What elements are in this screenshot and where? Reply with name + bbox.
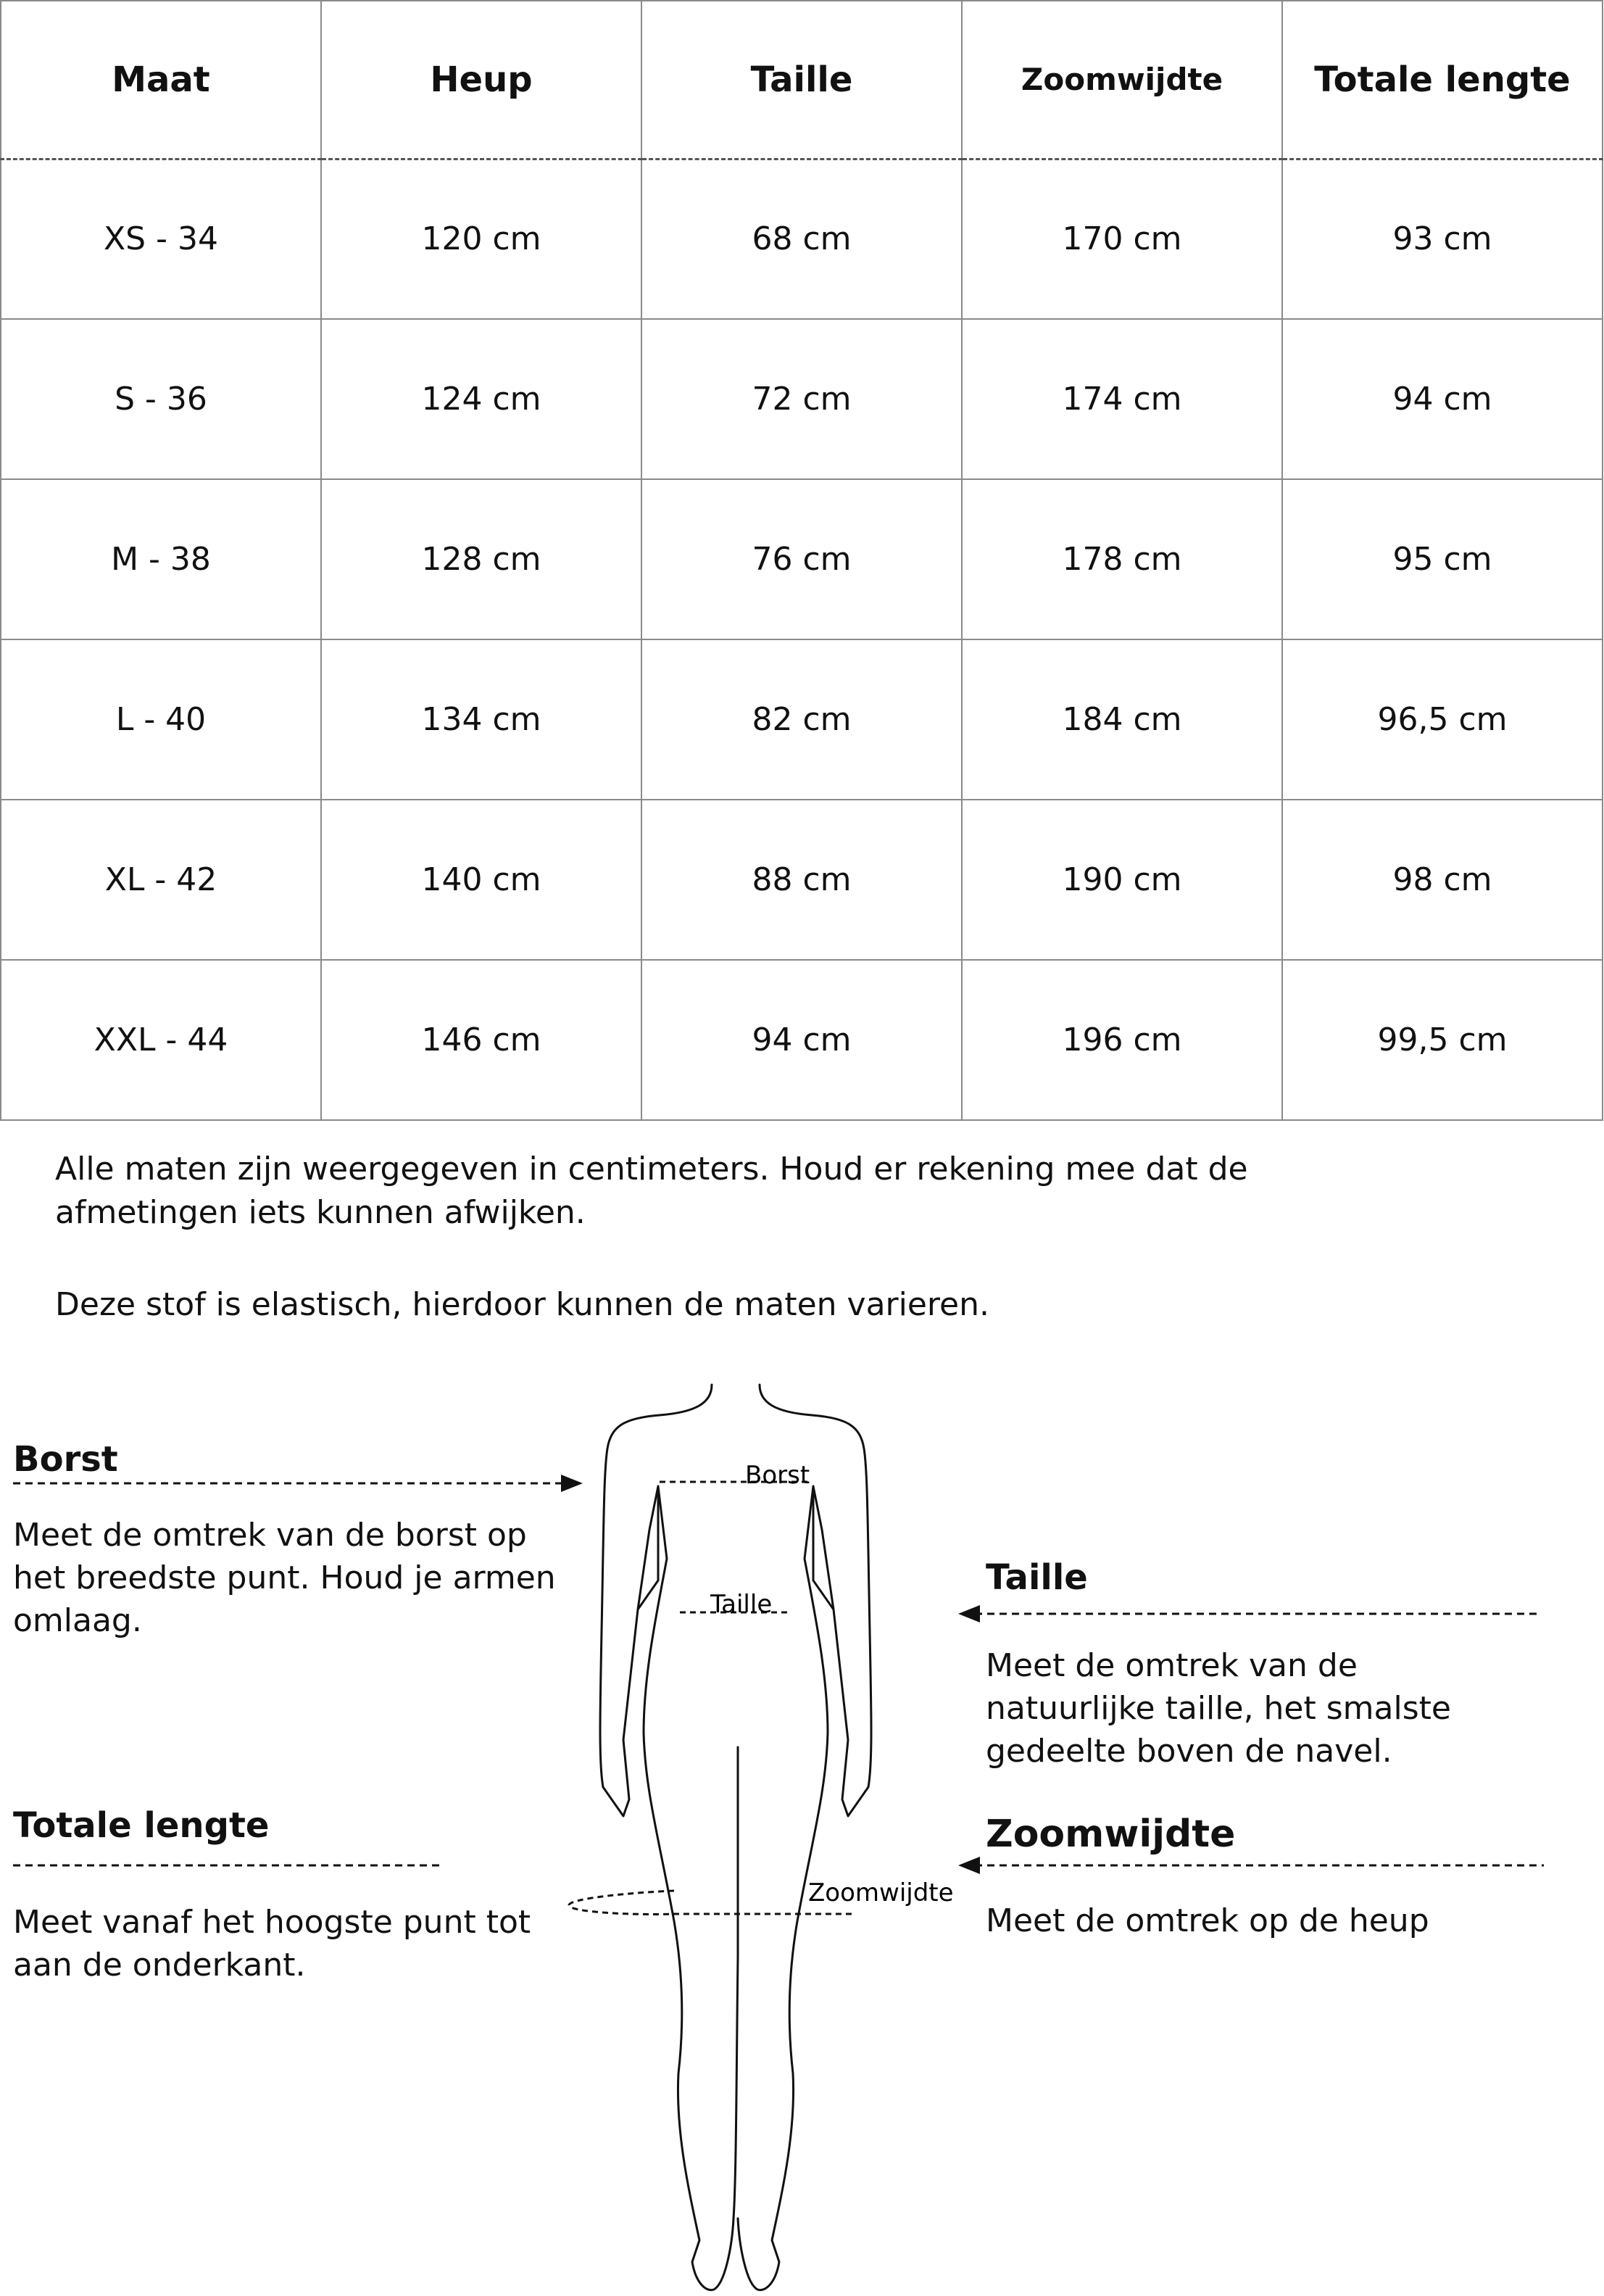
header-heup: Heup (321, 1, 641, 159)
cell-totale-lengte: 94 cm (1282, 319, 1603, 479)
cell-heup: 146 cm (321, 960, 641, 1120)
taille-title: Taille (986, 1557, 1088, 1598)
cell-zoomwijdte: 196 cm (962, 960, 1282, 1120)
borst-title: Borst (13, 1439, 118, 1480)
table-row (1, 800, 1603, 960)
table-row (1, 319, 1603, 479)
cell-zoomwijdte: 178 cm (962, 479, 1282, 639)
figure-label-borst: Borst (745, 1461, 810, 1490)
borst-description: Meet de omtrek van de borst op het breedste punt. Houd je armen omlaag. (13, 1517, 556, 1639)
size-table-body (1, 159, 1603, 1120)
totale-lengte-description: Meet vanaf het hoogste punt tot aan de onderkant. (13, 1904, 531, 1984)
cell-zoomwijdte: 170 cm (962, 159, 1282, 319)
size-table-header (1, 1, 1603, 159)
size-table (0, 0, 1603, 1121)
header-taille: Taille (641, 1, 962, 159)
header-row (1, 1, 1603, 159)
cell-maat: XS - 34 (1, 159, 321, 319)
cell-taille: 68 cm (641, 159, 962, 319)
figure-label-taille: Taille (710, 1590, 773, 1619)
cell-totale-lengte: 96,5 cm (1282, 639, 1603, 800)
cell-totale-lengte: 93 cm (1282, 159, 1603, 319)
header-totale-lengte: Totale lengte (1282, 1, 1603, 159)
header-zoomwijdte: Zoomwijdte (962, 1, 1282, 159)
cell-maat: XXL - 44 (1, 960, 321, 1120)
cell-taille: 72 cm (641, 319, 962, 479)
cell-heup: 140 cm (321, 800, 641, 960)
cell-maat: S - 36 (1, 319, 321, 479)
cell-maat: L - 40 (1, 639, 321, 800)
cell-taille: 94 cm (641, 960, 962, 1120)
table-row (1, 960, 1603, 1120)
arrow-right-icon (561, 1475, 583, 1492)
cell-taille: 88 cm (641, 800, 962, 960)
measurement-note: Alle maten zijn weergegeven in centimeters. Houd er rekening mee dat de afmetingen iets kunnen afwijken. (55, 1151, 1248, 1231)
cell-heup: 128 cm (321, 479, 641, 639)
cell-taille: 82 cm (641, 639, 962, 800)
cell-heup: 134 cm (321, 639, 641, 800)
totale-lengte-title: Totale lengte (13, 1805, 270, 1846)
taille-description: Meet de omtrek van de natuurlijke taille, het smalste gedeelte boven de navel. (986, 1647, 1451, 1770)
cell-maat: M - 38 (1, 479, 321, 639)
table-row (1, 479, 1603, 639)
header-maat: Maat (1, 1, 321, 159)
cell-heup: 124 cm (321, 319, 641, 479)
cell-taille: 76 cm (641, 479, 962, 639)
body-silhouette (600, 1385, 871, 2290)
cell-totale-lengte: 98 cm (1282, 800, 1603, 960)
figure-label-zoomwijdte: Zoomwijdte (808, 1878, 954, 1907)
elastic-note: Deze stof is elastisch, hierdoor kunnen de maten varieren. (55, 1286, 989, 1323)
arrow-left-icon (958, 1857, 980, 1874)
cell-totale-lengte: 99,5 cm (1282, 960, 1603, 1120)
table-row (1, 159, 1603, 319)
cell-zoomwijdte: 190 cm (962, 800, 1282, 960)
cell-totale-lengte: 95 cm (1282, 479, 1603, 639)
cell-maat: XL - 42 (1, 800, 321, 960)
cell-zoomwijdte: 174 cm (962, 319, 1282, 479)
cell-zoomwijdte: 184 cm (962, 639, 1282, 800)
table-row (1, 639, 1603, 800)
cell-heup: 120 cm (321, 159, 641, 319)
arrow-left-icon (958, 1605, 980, 1622)
zoomwijdte-title: Zoomwijdte (986, 1812, 1236, 1856)
zoomwijdte-description: Meet de omtrek op de heup (986, 1902, 1429, 1939)
